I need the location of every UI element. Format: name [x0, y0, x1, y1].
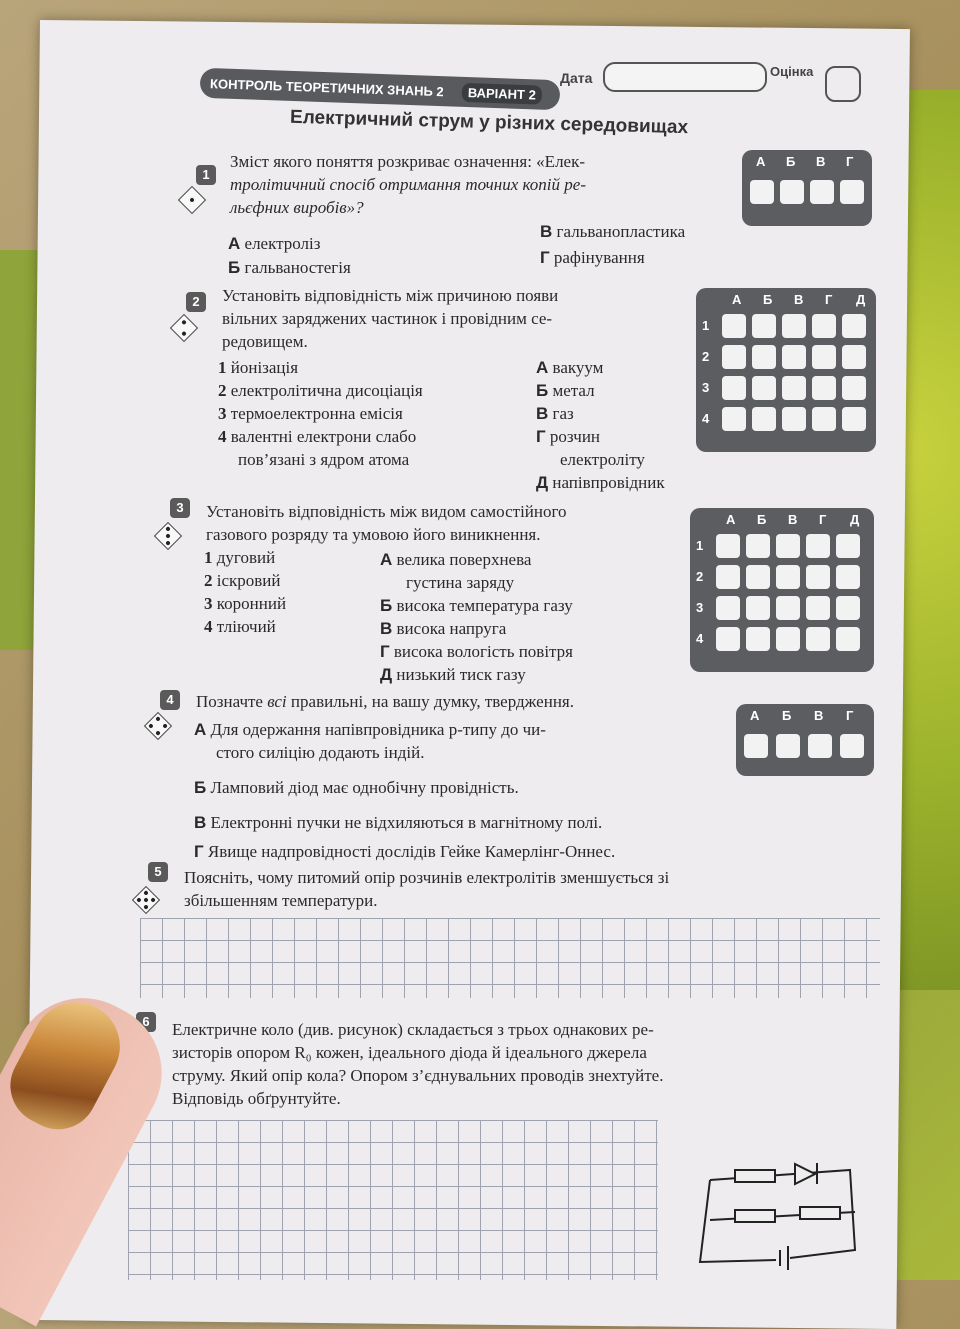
answer-cell[interactable]	[722, 376, 746, 400]
question-number-5: 5	[148, 862, 168, 882]
resistor-icon	[735, 1170, 775, 1182]
battery-icon	[780, 1246, 788, 1270]
question-4-text: Позначте всі правильні, на вашу думку, твердження.	[196, 692, 574, 711]
q1-option-b[interactable]: Б гальваностегія	[228, 258, 351, 277]
q4-option-b[interactable]: Б Ламповий діод має однобічну провідність.	[194, 778, 519, 797]
difficulty-dice-icon	[178, 186, 206, 214]
q2-left-list: 1 йонізація 2 електролітична дисоціація 3 термоелектронна емісія 4 валентні електрони слабо пов’язані з ядром атома	[218, 358, 423, 469]
answer-cell[interactable]	[746, 596, 770, 620]
answer-cell[interactable]	[716, 627, 740, 651]
answer-cell[interactable]	[836, 565, 860, 589]
grid-col-label: А	[726, 512, 736, 527]
grid-row-label: 3	[696, 600, 704, 615]
grid-col-label: Г	[825, 292, 833, 307]
answer-cell[interactable]	[776, 534, 800, 558]
difficulty-dice-icon	[170, 314, 198, 342]
resistor-icon	[800, 1207, 840, 1219]
answer-cell[interactable]	[782, 314, 806, 338]
q3-answer-grid	[690, 508, 874, 672]
answer-cell[interactable]	[752, 407, 776, 431]
q1-answer-grid: А Б В Г	[742, 150, 872, 226]
question-5-text: Поясніть, чому питомий опір розчинів електролітів зменшується зі збільшенням температури.	[184, 868, 670, 910]
answer-cell[interactable]	[782, 376, 806, 400]
question-3-text: Установіть відповідність між видом самостійного газового розряду та умовою його виникнення.	[206, 502, 567, 544]
q2-answer-grid	[696, 288, 876, 452]
answer-cell[interactable]	[722, 345, 746, 369]
question-number-4: 4	[160, 690, 180, 710]
grid-col-label: В	[788, 512, 798, 527]
circuit-diagram	[680, 1150, 880, 1270]
answer-cell[interactable]	[750, 180, 774, 204]
answer-cell[interactable]	[776, 565, 800, 589]
answer-cell[interactable]	[812, 376, 836, 400]
grid-col-label: Г	[819, 512, 827, 527]
answer-cell[interactable]	[782, 345, 806, 369]
answer-cell[interactable]	[806, 565, 830, 589]
answer-cell[interactable]	[776, 596, 800, 620]
answer-cell[interactable]	[836, 627, 860, 651]
grid-row-label: 1	[702, 318, 710, 333]
answer-cell[interactable]	[746, 534, 770, 558]
answer-cell[interactable]	[782, 407, 806, 431]
question-number-6: 6	[136, 1012, 156, 1032]
question-number-2: 2	[186, 292, 206, 312]
date-field[interactable]	[603, 62, 767, 92]
answer-cell[interactable]	[810, 180, 834, 204]
q4-option-d[interactable]: Г Явище надпровідності дослідів Гейке Камерлінг-Оннес.	[194, 842, 616, 861]
answer-cell[interactable]	[780, 180, 804, 204]
q2-right-list: А вакуум Б метал В газ Г розчин електроліту Д напівпровідник	[536, 358, 665, 492]
grid-row-label: 4	[696, 631, 704, 646]
question-number-1: 1	[196, 165, 216, 185]
block-label: КОНТРОЛЬ ТЕОРЕТИЧНИХ ЗНАНЬ 2	[209, 76, 444, 100]
answer-cell[interactable]	[840, 180, 864, 204]
q5-answer-area[interactable]	[140, 918, 880, 998]
q3-left-list: 1 дуговий 2 іскровий 3 коронний 4 тліючий	[204, 548, 287, 636]
answer-cell[interactable]	[744, 734, 768, 758]
question-6-text: Електричне коло (див. рисунок) складається з трьох однакових ре- зисторів опором R₀ кожен, ідеального діода й ідеального джерела струму. Який опір кола? Опором з’єднувальних проводів знехтуйте. Відповідь обґрунтуйте.	[172, 1020, 664, 1108]
answer-cell[interactable]	[806, 596, 830, 620]
q3-right-list: А велика поверхнева густина заряду Б висока температура газу В висока напруга Г висока вологість повітря Д низький тиск газу	[380, 550, 574, 684]
page-title: Електричний струм у різних середовищах	[289, 106, 689, 139]
answer-cell[interactable]	[716, 596, 740, 620]
variant-label: ВАРІАНТ 2	[462, 83, 543, 105]
answer-cell[interactable]	[746, 627, 770, 651]
answer-cell[interactable]	[716, 534, 740, 558]
answer-cell[interactable]	[752, 376, 776, 400]
grid-col-label: Д	[850, 512, 860, 527]
header-bar	[200, 68, 561, 111]
grid-row-label: 2	[696, 569, 704, 584]
resistor-icon	[735, 1210, 775, 1222]
answer-cell[interactable]	[808, 734, 832, 758]
answer-cell[interactable]	[836, 534, 860, 558]
grid-col-label: Д	[856, 292, 866, 307]
q6-answer-area[interactable]	[128, 1120, 658, 1280]
grid-col-label: Б	[757, 512, 767, 527]
question-1-text: Зміст якого поняття розкриває означення: «Елек- тролітичний спосіб отримання точних копій ре- льєфних виробів»?	[230, 152, 586, 217]
answer-cell[interactable]	[812, 345, 836, 369]
answer-cell[interactable]	[776, 627, 800, 651]
grade-label: Оцінка	[770, 64, 814, 79]
answer-cell[interactable]	[812, 314, 836, 338]
answer-cell[interactable]	[806, 534, 830, 558]
grade-field[interactable]	[825, 66, 861, 102]
grid-row-label: 3	[702, 380, 710, 395]
question-number-3: 3	[170, 498, 190, 518]
q4-option-a[interactable]: А Для одержання напівпровідника p-типу до чи-	[194, 720, 546, 739]
answer-cell[interactable]	[752, 345, 776, 369]
difficulty-dice-icon	[144, 712, 172, 740]
grid-row-label: 1	[696, 538, 704, 553]
q4-answer-grid: А Б В Г	[736, 704, 874, 776]
grid-row-label: 2	[702, 349, 710, 364]
grid-col-label: Б	[763, 292, 773, 307]
q1-option-d[interactable]: Г рафінування	[540, 248, 645, 267]
answer-cell[interactable]	[716, 565, 740, 589]
grid-col-label: А	[732, 292, 742, 307]
answer-cell[interactable]	[842, 345, 866, 369]
answer-cell[interactable]	[776, 734, 800, 758]
grid-row-label: 4	[702, 411, 710, 426]
difficulty-dice-icon	[132, 886, 160, 914]
answer-cell[interactable]	[842, 376, 866, 400]
answer-cell[interactable]	[752, 314, 776, 338]
answer-cell[interactable]	[842, 314, 866, 338]
q1-option-a[interactable]: А електроліз	[228, 234, 321, 253]
difficulty-dice-icon	[154, 522, 182, 550]
date-label: Дата	[560, 70, 593, 86]
q4-option-c[interactable]: В Електронні пучки не відхиляються в магнітному полі.	[194, 813, 603, 832]
question-2-text: Установіть відповідність між причиною появи вільних заряджених частинок і провідним се- редовищем.	[222, 286, 559, 351]
answer-cell[interactable]	[722, 407, 746, 431]
answer-cell[interactable]	[840, 734, 864, 758]
diode-icon	[795, 1164, 815, 1184]
answer-cell[interactable]	[836, 596, 860, 620]
answer-cell[interactable]	[812, 407, 836, 431]
answer-cell[interactable]	[842, 407, 866, 431]
q1-option-c[interactable]: В гальванопластика	[540, 222, 686, 241]
q4-options: А Для одержання напівпровідника p-типу до чи- стого силіцію додають індій. Б Ламповий діод має однобічну провідність. В Електронні пучки не відхиляються в магнітному полі. Г Явище надпровідності дослідів Гейке Камерлінг-Оннес.	[194, 718, 714, 863]
answer-cell[interactable]	[722, 314, 746, 338]
answer-cell[interactable]	[806, 627, 830, 651]
test-header	[200, 64, 860, 108]
answer-cell[interactable]	[746, 565, 770, 589]
grid-col-label: В	[794, 292, 804, 307]
